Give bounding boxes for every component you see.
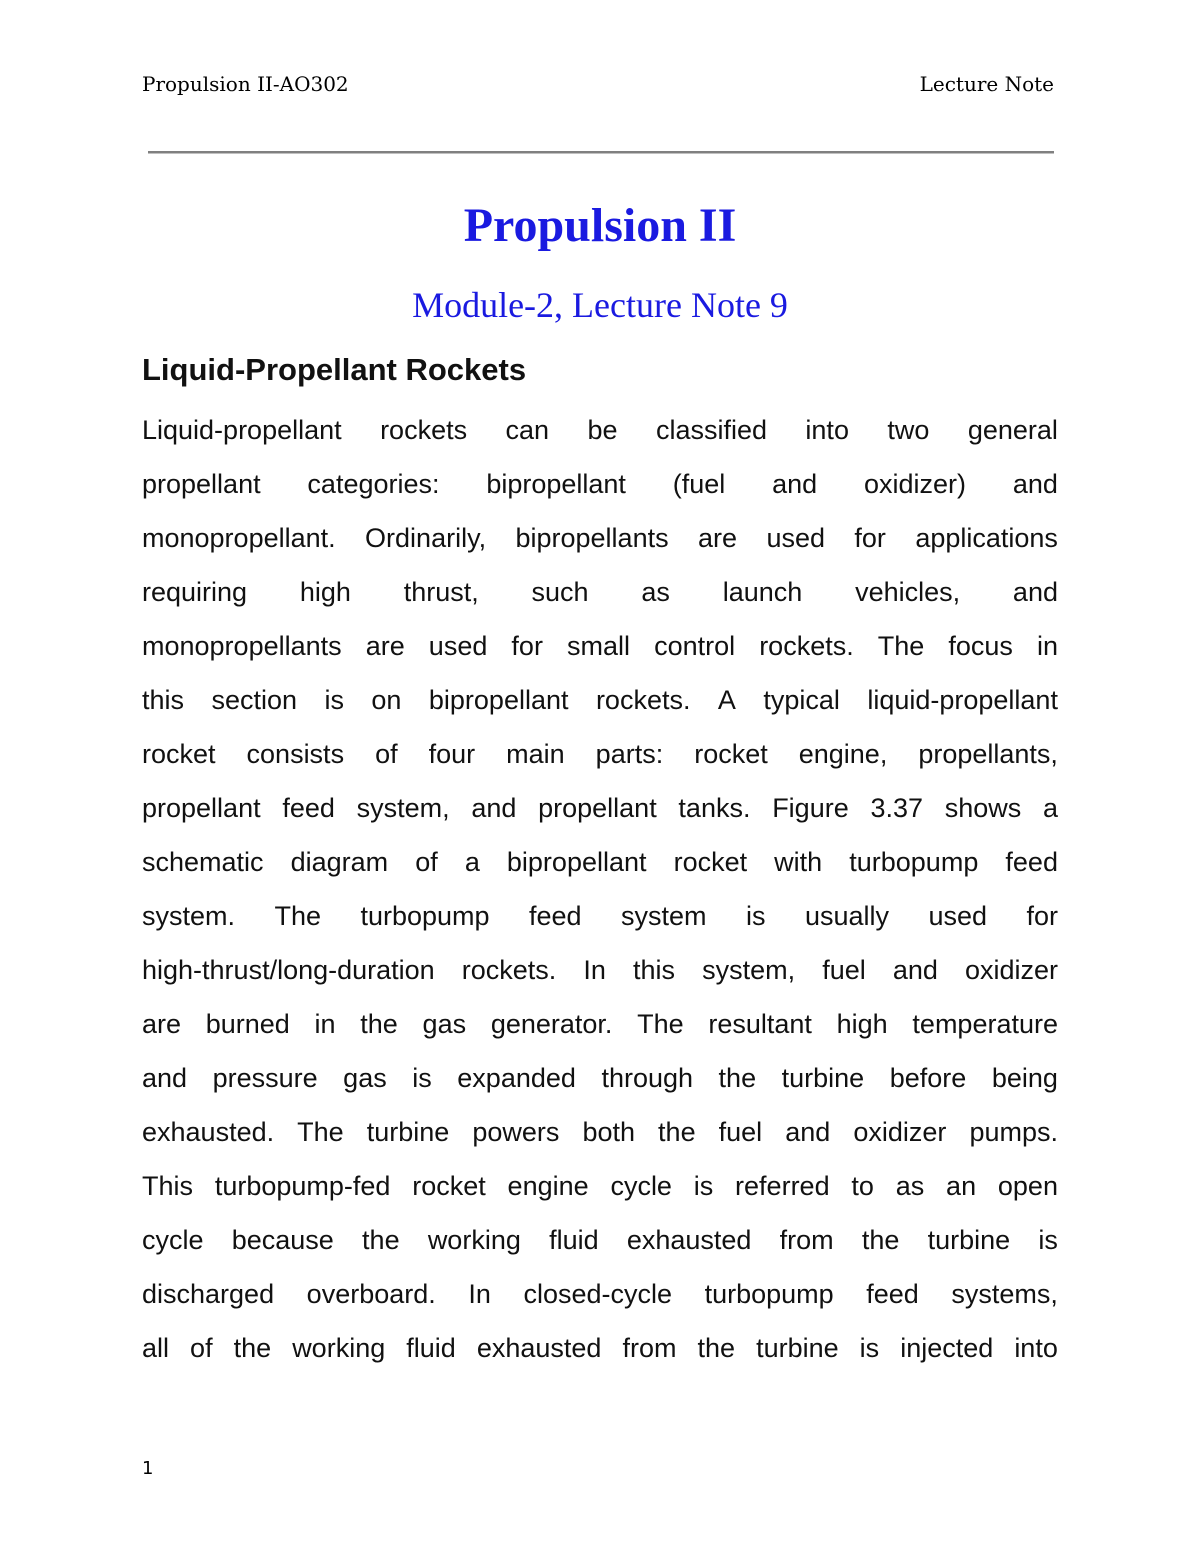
body-word: a bbox=[1042, 793, 1058, 823]
body-word: propellant bbox=[538, 793, 657, 823]
body-word: turbine bbox=[927, 1225, 1011, 1255]
body-word: system, bbox=[356, 793, 450, 823]
body-word: feed bbox=[1005, 847, 1058, 877]
body-word: the bbox=[861, 1225, 900, 1255]
body-word: engine, bbox=[798, 739, 888, 769]
body-word: this bbox=[632, 955, 676, 985]
body-word: powers bbox=[472, 1117, 560, 1147]
body-word: the bbox=[360, 1009, 398, 1039]
body-word: Ordinarily, bbox=[365, 523, 487, 553]
body-word: rocket bbox=[412, 1171, 486, 1201]
body-line bbox=[142, 565, 1058, 619]
body-word: bipropellant bbox=[506, 847, 647, 877]
body-word: turbopump bbox=[704, 1279, 834, 1309]
page-number: 1 bbox=[142, 1458, 154, 1479]
body-word: a bbox=[464, 847, 480, 877]
body-line bbox=[142, 943, 1058, 997]
body-line bbox=[142, 1267, 1058, 1321]
body-word: engine bbox=[507, 1171, 589, 1201]
document-subtitle: Module-2, Lecture Note 9 bbox=[412, 285, 788, 325]
body-word: launch bbox=[722, 577, 803, 607]
body-word: discharged bbox=[142, 1279, 275, 1309]
body-word: Figure bbox=[772, 793, 849, 823]
body-word: both bbox=[582, 1117, 635, 1147]
body-line bbox=[142, 727, 1058, 781]
body-word: rocket bbox=[142, 739, 216, 769]
body-word: and bbox=[772, 469, 818, 499]
body-word: system, bbox=[702, 955, 796, 985]
body-word: into bbox=[805, 415, 849, 445]
body-word: used bbox=[766, 523, 825, 553]
body-word: being bbox=[991, 1063, 1058, 1093]
body-word: for bbox=[1026, 901, 1058, 931]
body-word: from bbox=[779, 1225, 834, 1255]
body-line bbox=[142, 1159, 1058, 1213]
body-word: from bbox=[622, 1333, 677, 1363]
body-word: usually bbox=[804, 901, 889, 931]
body-word: of bbox=[375, 739, 398, 769]
body-word: in bbox=[1036, 631, 1058, 661]
body-line bbox=[142, 619, 1058, 673]
body-word: in bbox=[314, 1009, 336, 1039]
body-word: the bbox=[658, 1117, 696, 1147]
body-word: gas bbox=[343, 1063, 387, 1093]
body-line bbox=[142, 673, 1058, 727]
body-word: general bbox=[967, 415, 1058, 445]
body-word: and bbox=[785, 1117, 831, 1147]
body-word: working bbox=[292, 1333, 386, 1363]
body-word: temperature bbox=[912, 1009, 1058, 1039]
body-word: main bbox=[506, 739, 565, 769]
body-word: systems, bbox=[951, 1279, 1058, 1309]
body-word: to bbox=[851, 1171, 874, 1201]
body-word: shows bbox=[944, 793, 1022, 823]
body-word: oxidizer bbox=[853, 1117, 947, 1147]
running-header-type: Lecture Note bbox=[919, 72, 1054, 96]
body-word: two bbox=[887, 415, 930, 445]
body-word: typical bbox=[763, 685, 840, 715]
body-word: A bbox=[717, 685, 736, 715]
body-line bbox=[142, 997, 1058, 1051]
body-word: rockets bbox=[380, 415, 468, 445]
body-word: propellants, bbox=[918, 739, 1058, 769]
body-word: resultant bbox=[708, 1009, 812, 1039]
body-word: expanded bbox=[457, 1063, 576, 1093]
body-word: The bbox=[297, 1117, 344, 1147]
body-word: overboard. bbox=[306, 1279, 436, 1309]
body-word: the bbox=[233, 1333, 272, 1363]
body-word: turbopump bbox=[360, 901, 490, 931]
body-word: consists bbox=[246, 739, 345, 769]
body-word: system bbox=[621, 901, 707, 931]
body-word: referred bbox=[735, 1171, 830, 1201]
body-word: closed-cycle bbox=[523, 1279, 673, 1309]
body-line bbox=[142, 781, 1058, 835]
running-header-course: Propulsion II-AO302 bbox=[142, 72, 349, 96]
body-word: parts: bbox=[595, 739, 664, 769]
body-word: applications bbox=[915, 523, 1058, 553]
body-word: fluid bbox=[549, 1225, 599, 1255]
body-word: turbopump bbox=[849, 847, 979, 877]
body-word: four bbox=[428, 739, 476, 769]
body-word: requiring bbox=[142, 577, 248, 607]
body-word: is bbox=[745, 901, 766, 931]
section-heading: Liquid-Propellant Rockets bbox=[142, 352, 527, 387]
body-word: used bbox=[928, 901, 987, 931]
body-word: into bbox=[1014, 1333, 1058, 1363]
body-paragraph bbox=[142, 403, 1058, 1375]
body-word: of bbox=[415, 847, 438, 877]
body-word: the bbox=[697, 1333, 736, 1363]
body-line bbox=[142, 889, 1058, 943]
body-line bbox=[142, 1105, 1058, 1159]
body-word: tanks. bbox=[678, 793, 751, 823]
body-word: an bbox=[946, 1171, 977, 1201]
body-word: feed bbox=[529, 901, 582, 931]
body-word: The bbox=[877, 631, 925, 661]
body-word: as bbox=[641, 577, 670, 607]
body-word: fuel bbox=[718, 1117, 763, 1147]
body-word: vehicles, bbox=[855, 577, 961, 607]
body-word: (fuel bbox=[672, 469, 726, 499]
body-word: because bbox=[231, 1225, 334, 1255]
body-word: injected bbox=[900, 1333, 994, 1363]
body-word: 3.37 bbox=[870, 793, 923, 823]
body-line bbox=[142, 403, 1058, 457]
body-word: The bbox=[274, 901, 321, 931]
body-word: cycle bbox=[610, 1171, 672, 1201]
body-word: turbine bbox=[781, 1063, 865, 1093]
body-word: the bbox=[718, 1063, 757, 1093]
body-word: used bbox=[428, 631, 488, 661]
body-word: are bbox=[365, 631, 405, 661]
body-word: high bbox=[836, 1009, 888, 1039]
body-line bbox=[142, 511, 1058, 565]
header-divider bbox=[148, 151, 1054, 154]
body-word: exhausted bbox=[476, 1333, 602, 1363]
body-word: can bbox=[505, 415, 550, 445]
body-word: of bbox=[190, 1333, 213, 1363]
body-word: such bbox=[531, 577, 589, 607]
body-word: and bbox=[892, 955, 938, 985]
body-word: small bbox=[567, 631, 631, 661]
body-word: classified bbox=[655, 415, 767, 445]
body-word: Liquid-propellant bbox=[142, 415, 342, 445]
body-word: rockets. bbox=[595, 685, 691, 715]
body-word: system. bbox=[142, 901, 236, 931]
body-word: thrust, bbox=[403, 577, 479, 607]
body-word: bipropellant bbox=[486, 469, 626, 499]
body-word: diagram bbox=[290, 847, 389, 877]
body-word: for bbox=[511, 631, 543, 661]
body-word: working bbox=[427, 1225, 521, 1255]
body-word: and bbox=[1012, 469, 1058, 499]
body-word: This bbox=[142, 1171, 194, 1201]
body-word: high-thrust/long-duration bbox=[142, 955, 435, 985]
body-word: is bbox=[859, 1333, 880, 1363]
body-line bbox=[142, 457, 1058, 511]
body-line bbox=[142, 1213, 1058, 1267]
body-word: The bbox=[637, 1009, 684, 1039]
body-word: is bbox=[412, 1063, 432, 1093]
body-word: and bbox=[471, 793, 517, 823]
body-word: bipropellants bbox=[515, 523, 669, 553]
body-word: feed bbox=[866, 1279, 919, 1309]
body-word: focus bbox=[948, 631, 1013, 661]
body-word: schematic bbox=[142, 847, 264, 877]
body-word: In bbox=[583, 955, 606, 985]
body-word: monopropellant. bbox=[142, 523, 336, 553]
body-word: pressure bbox=[212, 1063, 318, 1093]
body-word: liquid-propellant bbox=[867, 685, 1058, 715]
body-word: and bbox=[1012, 577, 1058, 607]
body-word: turbopump-fed bbox=[214, 1171, 391, 1201]
body-word: In bbox=[468, 1279, 491, 1309]
body-word: gas bbox=[422, 1009, 467, 1039]
body-word: fuel bbox=[822, 955, 866, 985]
body-word: rockets. bbox=[461, 955, 557, 985]
body-word: generator. bbox=[490, 1009, 613, 1039]
body-word: open bbox=[997, 1171, 1058, 1201]
body-line bbox=[142, 1321, 1058, 1375]
body-word: is bbox=[693, 1171, 714, 1201]
body-word: propellant bbox=[142, 469, 261, 499]
body-word: oxidizer) bbox=[864, 469, 967, 499]
body-word: be bbox=[587, 415, 618, 445]
body-word: exhausted. bbox=[142, 1117, 275, 1147]
body-word: oxidizer bbox=[964, 955, 1058, 985]
body-word: fluid bbox=[406, 1333, 456, 1363]
body-word: turbine bbox=[756, 1333, 839, 1363]
body-word: bipropellant bbox=[428, 685, 569, 715]
body-word: control bbox=[654, 631, 736, 661]
body-word: this bbox=[142, 685, 185, 715]
body-word: categories: bbox=[307, 469, 440, 499]
body-word: section bbox=[211, 685, 298, 715]
body-word: and bbox=[142, 1063, 188, 1093]
body-word: rocket bbox=[673, 847, 748, 877]
body-word: feed bbox=[282, 793, 335, 823]
body-word: exhausted bbox=[626, 1225, 752, 1255]
body-word: burned bbox=[205, 1009, 290, 1039]
body-word: before bbox=[889, 1063, 967, 1093]
body-word: rockets. bbox=[759, 631, 854, 661]
body-word: rocket bbox=[694, 739, 768, 769]
body-word: with bbox=[774, 847, 823, 877]
body-word: on bbox=[371, 685, 402, 715]
body-word: is bbox=[1038, 1225, 1058, 1255]
body-word: pumps. bbox=[969, 1117, 1058, 1147]
body-word: for bbox=[854, 523, 886, 553]
body-word: the bbox=[362, 1225, 400, 1255]
body-line bbox=[142, 835, 1058, 889]
body-line bbox=[142, 1051, 1058, 1105]
body-word: through bbox=[601, 1063, 694, 1093]
body-word: are bbox=[142, 1009, 182, 1039]
body-word: high bbox=[299, 577, 351, 607]
body-word: all bbox=[142, 1333, 170, 1363]
body-word: as bbox=[895, 1171, 925, 1201]
body-word: are bbox=[698, 523, 738, 553]
document-title: Propulsion II bbox=[463, 199, 737, 252]
body-word: turbine bbox=[366, 1117, 450, 1147]
body-word: is bbox=[324, 685, 344, 715]
body-word: monopropellants bbox=[142, 631, 342, 661]
body-word: cycle bbox=[142, 1225, 204, 1255]
body-word: propellant bbox=[142, 793, 261, 823]
